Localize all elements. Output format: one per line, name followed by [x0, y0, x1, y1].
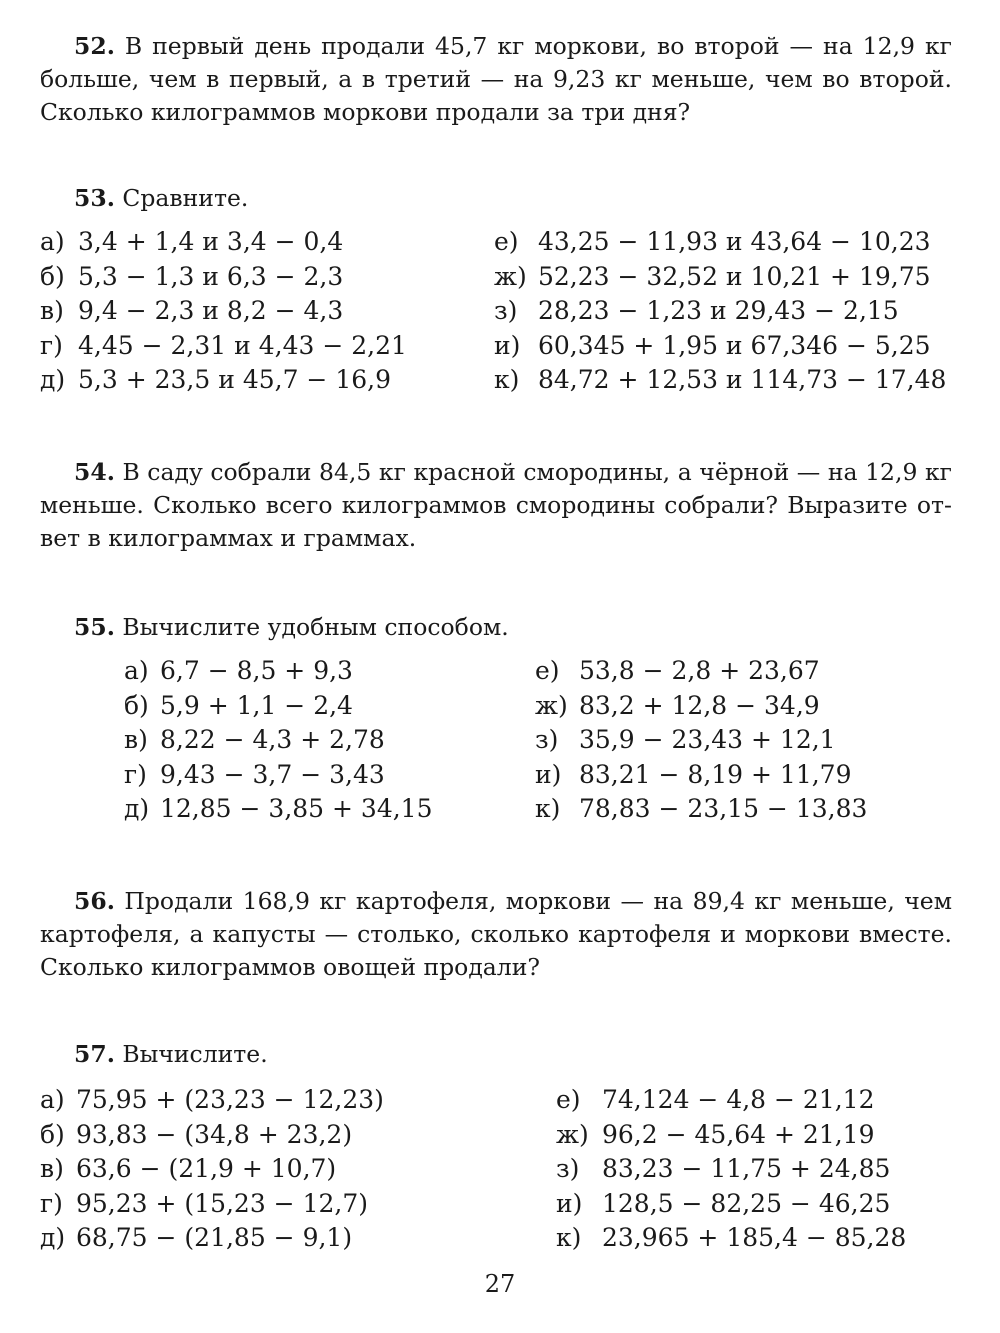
- problem-number: 55.: [74, 613, 115, 641]
- problem-title: Вычислите.: [122, 1040, 268, 1068]
- exercise-item: г) 4,45 − 2,31 и 4,43 − 2,21: [40, 330, 407, 360]
- exercise-item: д) 5,3 + 23,5 и 45,7 − 16,9: [40, 365, 391, 394]
- exercise-item: г) 9,43 − 3,7 − 3,43: [124, 759, 385, 789]
- problem-56-line-2: картофеля, а капусты — столько, сколько картофеля и моркови вместе.: [40, 920, 952, 948]
- exercise-item: ж) 96,2 − 45,64 + 21,19: [556, 1119, 875, 1149]
- problem-55-right-column: [535, 654, 867, 827]
- exercise-item: е) 53,8 − 2,8 + 23,67: [535, 656, 820, 685]
- page-number: 27: [484, 1270, 516, 1298]
- exercise-item: д) 68,75 − (21,85 − 9,1): [40, 1223, 353, 1252]
- problem-54-line-1: 54. В саду собрали 84,5 кг красной смородины, а чёрной — на 12,9 кг: [74, 458, 952, 486]
- exercise-item: а) 3,4 + 1,4 и 3,4 − 0,4: [40, 227, 344, 256]
- exercise-item: и) 60,345 + 1,95 и 67,346 − 5,25: [494, 330, 931, 360]
- problem-title: Вычислите удобным способом.: [122, 613, 509, 641]
- problem-52-line-1: 52. В первый день продали 45,7 кг моркови, во второй — на 12,9 кг: [74, 32, 952, 60]
- problem-57-left-column: [40, 1083, 384, 1256]
- exercise-item: ж) 83,2 + 12,8 − 34,9: [535, 690, 820, 720]
- problem-54: [40, 456, 952, 555]
- problem-55-heading: [74, 611, 509, 644]
- problem-number: 53.: [74, 184, 115, 212]
- problem-52: [40, 30, 952, 129]
- problem-57-heading: [74, 1038, 268, 1071]
- problem-57-right-column: [556, 1083, 906, 1256]
- problem-56: [40, 885, 952, 984]
- problem-53-right-column: [494, 225, 946, 398]
- exercise-item: г) 95,23 + (15,23 − 12,7): [40, 1188, 368, 1218]
- exercise-item: и) 83,21 − 8,19 + 11,79: [535, 759, 852, 789]
- exercise-item: з) 28,23 − 1,23 и 29,43 − 2,15: [494, 296, 899, 325]
- exercise-item: е) 43,25 − 11,93 и 43,64 − 10,23: [494, 227, 931, 256]
- problem-number: 57.: [74, 1040, 115, 1068]
- exercise-item: и) 128,5 − 82,25 − 46,25: [556, 1188, 891, 1218]
- problem-number: 54.: [74, 458, 115, 486]
- problem-52-line-2: больше, чем в первый, а в третий — на 9,23 кг меньше, чем во второй.: [40, 65, 952, 93]
- problem-56-line-3: Сколько килограммов овощей продали?: [40, 953, 540, 981]
- exercise-item: в) 63,6 − (21,9 + 10,7): [40, 1154, 337, 1183]
- exercise-item: к) 84,72 + 12,53 и 114,73 − 17,48: [494, 365, 947, 394]
- exercise-item: з) 35,9 − 23,43 + 12,1: [535, 725, 836, 754]
- problem-number: 56.: [74, 887, 115, 915]
- problem-title: Сравните.: [122, 184, 249, 212]
- exercise-item: б) 5,3 − 1,3 и 6,3 − 2,3: [40, 261, 344, 291]
- exercise-item: е) 74,124 − 4,8 − 21,12: [556, 1085, 875, 1114]
- exercise-item: в) 9,4 − 2,3 и 8,2 − 4,3: [40, 296, 344, 325]
- problem-53-left-column: [40, 225, 407, 398]
- problem-53-heading: [74, 182, 248, 215]
- exercise-item: д) 12,85 − 3,85 + 34,15: [124, 794, 433, 823]
- problem-54-line-3: вет в килограммах и граммах.: [40, 524, 417, 552]
- exercise-item: ж) 52,23 − 32,52 и 10,21 + 19,75: [494, 261, 931, 291]
- problem-number: 52.: [74, 32, 115, 60]
- exercise-item: б) 93,83 − (34,8 + 23,2): [40, 1119, 353, 1149]
- exercise-item: к) 23,965 + 185,4 − 85,28: [556, 1223, 907, 1252]
- problem-54-line-2: меньше. Сколько всего килограммов смородины собрали? Выразите от-: [40, 491, 952, 519]
- exercise-item: з) 83,23 − 11,75 + 24,85: [556, 1154, 891, 1183]
- exercise-item: б) 5,9 + 1,1 − 2,4: [124, 690, 353, 720]
- problem-56-line-1: 56. Продали 168,9 кг картофеля, моркови — на 89,4 кг меньше, чем: [74, 887, 952, 915]
- problem-55-left-column: [124, 654, 433, 827]
- exercise-item: а) 6,7 − 8,5 + 9,3: [124, 656, 353, 685]
- exercise-item: к) 78,83 − 23,15 − 13,83: [535, 794, 868, 823]
- exercise-item: а) 75,95 + (23,23 − 12,23): [40, 1085, 384, 1114]
- problem-52-line-3: Сколько килограммов моркови продали за три дня?: [40, 98, 691, 126]
- exercise-item: в) 8,22 − 4,3 + 2,78: [124, 725, 385, 754]
